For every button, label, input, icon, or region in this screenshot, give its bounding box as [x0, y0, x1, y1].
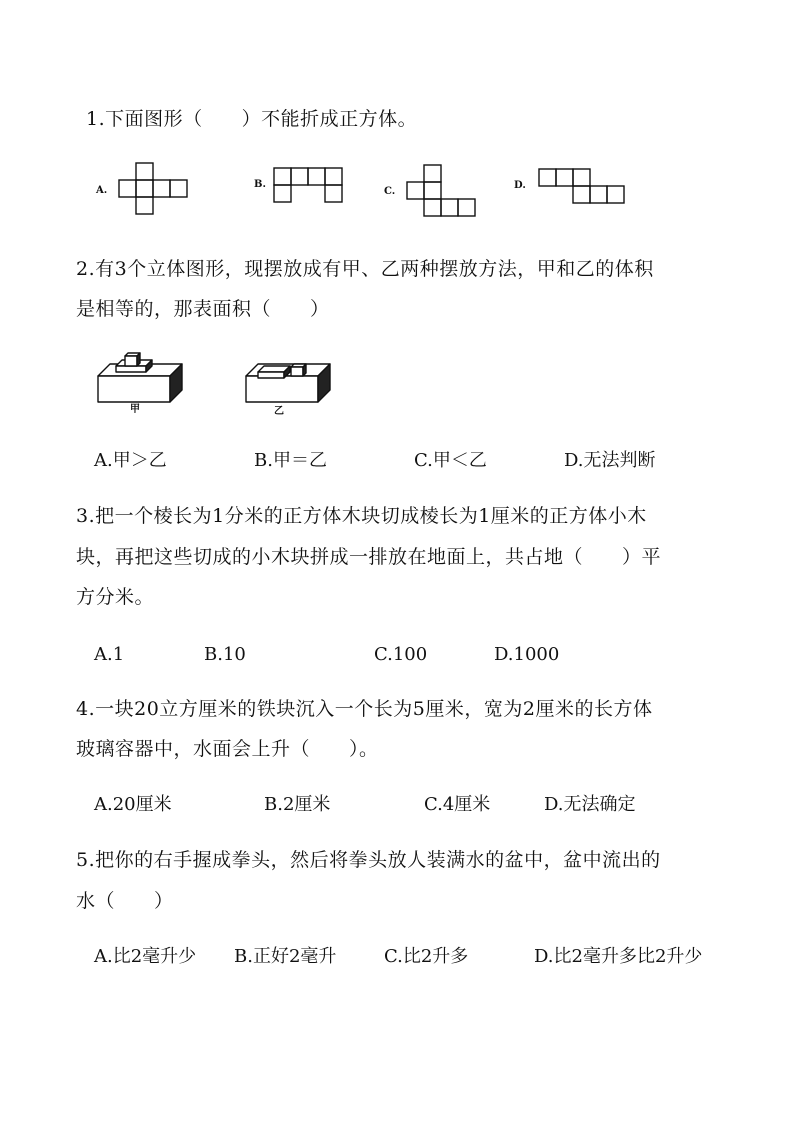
figure-label-a: A.	[96, 185, 108, 196]
question-4-option-a: A.20厘米	[94, 794, 172, 815]
question-3-option-c: C.100	[374, 644, 428, 665]
question-5-stem-line-2: 水（ ）	[76, 890, 174, 912]
question-5-option-c: C.比2升多	[384, 946, 469, 967]
question-4-option-c: C.4厘米	[424, 794, 491, 815]
question-3-stem-line-1: 3.把一个棱长为1分米的正方体木块切成棱长为1厘米的正方体小木	[76, 505, 647, 527]
figure-caption-yi: 乙	[274, 406, 284, 417]
question-4-stem-line-2: 玻璃容器中，水面会上升（ ）。	[76, 738, 379, 760]
question-2-stem-line-2: 是相等的，那表面积（ ）	[76, 298, 330, 320]
question-5-stem-line-1: 5.把你的右手握成拳头，然后将拳头放人装满水的盆中，盆中流出的	[76, 849, 661, 871]
figure-label-b: B.	[254, 179, 266, 190]
figure-label-d: D.	[514, 180, 526, 191]
solid-figure-jia	[96, 350, 196, 420]
net-figure-a	[96, 160, 196, 220]
net-figure-c	[384, 162, 484, 222]
question-4-option-b: B.2厘米	[264, 794, 331, 815]
question-2-option-a: A.甲＞乙	[94, 450, 167, 471]
question-3-option-a: A.1	[94, 644, 125, 665]
net-figure-d	[514, 166, 634, 211]
question-4-option-d: D.无法确定	[544, 794, 636, 815]
question-1-stem: 1.下面图形（ ）不能折成正方体。	[86, 108, 418, 130]
question-4-stem-line-1: 4.一块20立方厘米的铁块沉入一个长为5厘米，宽为2厘米的长方体	[76, 698, 653, 720]
question-2-option-c: C.甲＜乙	[414, 450, 487, 471]
solid-figure-yi	[244, 358, 344, 418]
question-2-stem-line-1: 2.有3个立体图形，现摆放成有甲、乙两种摆放方法，甲和乙的体积	[76, 258, 654, 280]
question-5-option-d: D.比2毫升多比2升少	[534, 946, 703, 967]
question-2-option-b: B.甲＝乙	[254, 450, 327, 471]
question-5-option-a: A.比2毫升少	[94, 946, 197, 967]
question-3-stem-line-2: 块，再把这些切成的小木块拼成一排放在地面上，共占地（ ）平	[76, 546, 662, 568]
question-3-option-d: D.1000	[494, 644, 560, 665]
figure-label-c: C.	[384, 186, 396, 197]
figure-caption-jia: 甲	[130, 404, 140, 415]
net-figure-b	[254, 165, 354, 215]
question-5-option-b: B.正好2毫升	[234, 946, 337, 967]
question-3-stem-line-3: 方分米。	[76, 586, 155, 608]
question-2-option-d: D.无法判断	[564, 450, 656, 471]
question-3-option-b: B.10	[204, 644, 246, 665]
